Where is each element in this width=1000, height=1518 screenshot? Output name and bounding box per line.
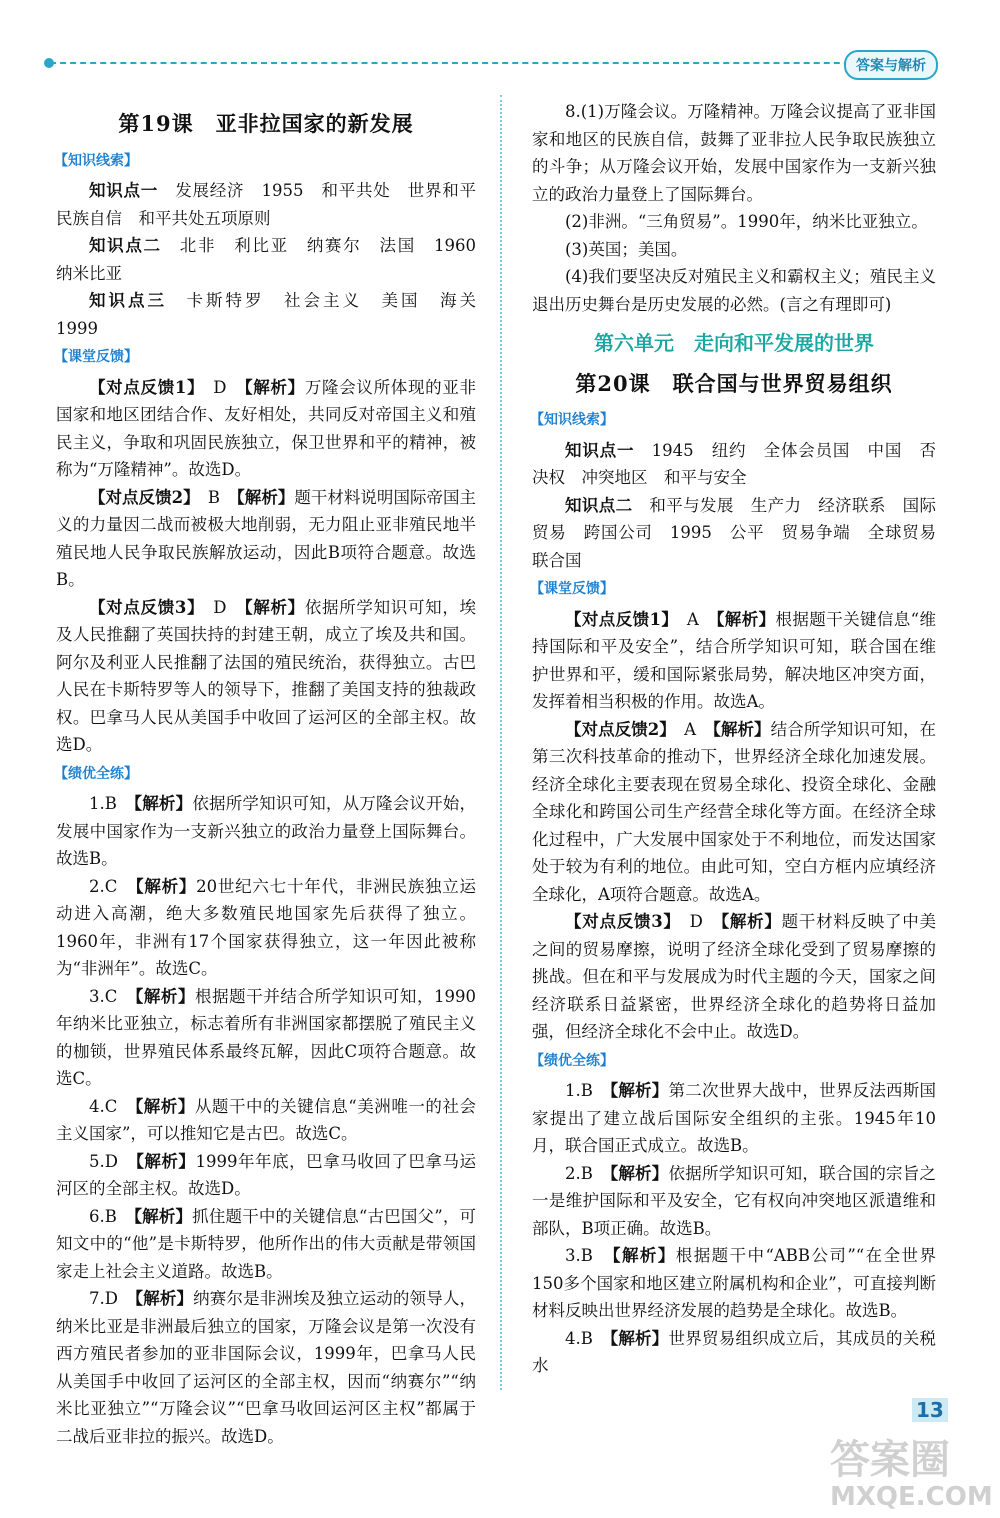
analysis-tag: 【解析】 [712, 719, 771, 739]
practice-item-5 [56, 1148, 476, 1203]
lesson-19-title: 第19课 亚非拉国家的新发展 [118, 111, 414, 136]
knowledge-point-text: 卡斯特罗 社会主义 美国 海关 1999 [56, 291, 493, 338]
practice-item-1 [532, 1077, 936, 1160]
feedback-item-1 [56, 374, 476, 484]
analysis-tag: 【解析】 [133, 794, 193, 813]
header-rule [50, 62, 880, 64]
analysis-tag: 【解析】 [244, 597, 305, 617]
feedback-label: 【对点反馈2】 [89, 487, 192, 507]
practice-item-8-part-1: 8.(1)万隆会议。万隆精神。万隆会议提高了亚非国家和地区的民族自信，鼓舞了亚非拉人民争取民族独立的斗争；从万隆会议开始，发展中国家作为一支新兴独立的政治力量登上了国际舞台。 [532, 102, 936, 204]
practice-item-4 [56, 1093, 476, 1148]
feedback-answer: D [672, 912, 721, 931]
knowledge-point-text: 和平与发展 生产力 经济联系 国际贸易 跨国公司 1995 公平 贸易争端 全球贸易 联合国 [532, 495, 953, 570]
item-number: 3.B [565, 1246, 613, 1265]
watermark [830, 1437, 993, 1512]
analysis-text: 第二次世界大战中，世界反法西斯国家提出了建立战后国际安全组织的主张。1945年10月，联合国正式成立。故选B。 [532, 1081, 937, 1155]
practice-item-8-part-2: (2)非洲。“三角贸易”。1990年，纳米比亚独立。 [565, 212, 928, 231]
feedback-answer: A [670, 609, 717, 629]
item-number: 6.B [89, 1206, 134, 1226]
feedback-item-2 [56, 484, 476, 594]
feedback-answer: B [191, 487, 237, 507]
analysis-text: 依据所学知识可知，埃及人民推翻了英国扶持的封建王朝，成立了埃及共和国。阿尔及利亚人民推翻了法国的殖民统治，获得独立。古巴人民在卡斯特罗等人的领导下，推翻了美国支持的独裁政权。巴拿马人民从美国手中收回了运河区的全部主权。故选D。 [56, 597, 477, 754]
analysis-text: 依据所学知识可知，从万隆会议开始，发展中国家作为一支新兴独立的政治力量登上国际舞台。故选B。 [56, 794, 476, 868]
analysis-text: 1999年年底，巴拿马收回了巴拿马运河区的全部主权。故选D。 [56, 1151, 476, 1198]
column-divider [500, 95, 502, 1390]
section-practice: 【绩优全练】 [54, 765, 138, 782]
right-column [530, 98, 953, 1380]
page-number: 13 [912, 1398, 948, 1422]
item-number: 1.B [565, 1081, 610, 1100]
item-number: 2.C [89, 876, 136, 896]
practice-item-2 [532, 1160, 936, 1243]
knowledge-point-text: 发展经济 1955 和平共处 世界和平 民族自信 和平共处五项原则 [56, 181, 493, 228]
item-number: 5.D [89, 1151, 136, 1171]
section-class-feedback: 【课堂反馈】 [530, 581, 614, 597]
analysis-tag: 【解析】 [133, 1206, 193, 1226]
analysis-tag: 【解析】 [134, 1289, 194, 1308]
item-number: 2.B [565, 1163, 610, 1183]
section-class-feedback: 【课堂反馈】 [54, 349, 138, 365]
feedback-label: 【对点反馈2】 [565, 719, 668, 739]
analysis-text: 结合所学知识可知，在第三次科技革命的推动下，世界经济全球化加速发展。经济全球化主要表现在贸易全球化、投资全球化、金融全球化和跨国公司生产经营全球化等方面。在经济全球化过程中，广大发展中国家处于不利地位，而发达国家处于较为有利的地位。由此可知，空白方框内应填经济全球化，A项符合题意。故选A。 [532, 719, 937, 904]
analysis-tag: 【解析】 [135, 986, 196, 1006]
section-knowledge-clues: 【知识线索】 [530, 412, 614, 428]
knowledge-point-label: 知识点二 [89, 236, 162, 255]
knowledge-point-2 [56, 232, 493, 287]
analysis-text: 20世纪六七十年代，非洲民族独立运动进入高潮，绝大多数殖民地国家先后获得了独立。1960年，非洲有17个国家获得独立，这一年因此被称为“非洲年”。故选C。 [56, 876, 477, 978]
analysis-tag: 【解析】 [612, 1246, 676, 1265]
analysis-text: 根据题干关键信息“维持国际和平及安全”，结合所学知识可知，联合国在维护世界和平，缓和国际紧张局势，解决地区冲突方面，发挥着相当积极的作用。故选A。 [532, 609, 937, 711]
practice-item-8-part-3: (3)英国；美国。 [565, 239, 688, 259]
feedback-item-3 [532, 908, 936, 1046]
practice-item-8-part-4: (4)我们要坚决反对殖民主义和霸权主义；殖民主义退出历史舞台是历史发展的必然。(言之有理即可) [532, 267, 936, 314]
analysis-tag: 【解析】 [135, 876, 197, 896]
analysis-tag: 【解析】 [720, 912, 782, 931]
section-knowledge-clues: 【知识线索】 [54, 152, 138, 169]
feedback-item-1 [532, 606, 936, 716]
analysis-text: 万隆会议所体现的亚非国家和地区团结合作、友好相处，共同反对帝国主义和殖民主义，争取和巩固民族独立，保卫世界和平的精神，被称为“万隆精神”。故选D。 [56, 377, 477, 479]
analysis-text: 根据题干中“ABB公司”“在全世界150多个国家和地区建立附属机构和企业”，可直接判断材料反映出世界经济发展的趋势是全球化。故选B。 [532, 1246, 936, 1320]
left-column [54, 98, 493, 1450]
practice-item-1 [56, 790, 476, 873]
analysis-tag: 【解析】 [135, 1151, 196, 1171]
analysis-tag: 【解析】 [609, 1163, 669, 1183]
practice-item-7 [56, 1285, 476, 1450]
feedback-item-3 [56, 594, 476, 759]
knowledge-point-2 [532, 492, 953, 575]
analysis-tag: 【解析】 [609, 1081, 669, 1100]
section-practice: 【绩优全练】 [530, 1052, 614, 1069]
practice-item-3 [56, 983, 476, 1093]
analysis-text: 从题干中的关键信息“美洲唯一的社会主义国家”，可以推知它是古巴。故选C。 [56, 1096, 476, 1143]
practice-item-6 [56, 1203, 476, 1286]
analysis-text: 根据题干并结合所学知识可知，1990年纳米比亚独立，标志着所有非洲国家都摆脱了殖民主义的枷锁，世界殖民体系最终瓦解，因此C项符合题意。故选C。 [56, 986, 477, 1088]
practice-item-4 [532, 1325, 936, 1380]
feedback-label: 【对点反馈3】 [565, 912, 673, 931]
unit-6-title: 第六单元 走向和平发展的世界 [594, 331, 874, 355]
knowledge-point-label: 知识点三 [89, 291, 167, 310]
knowledge-point-label: 知识点二 [565, 495, 633, 515]
analysis-tag: 【解析】 [244, 377, 305, 397]
analysis-tag: 【解析】 [134, 1096, 195, 1116]
practice-item-2 [56, 873, 476, 983]
header-tag: 答案与解析 [844, 50, 938, 80]
item-number: 3.C [89, 986, 136, 1006]
knowledge-point-3 [56, 287, 493, 342]
item-number: 1.B [89, 794, 134, 813]
knowledge-point-1 [56, 177, 493, 232]
analysis-text: 世界贸易组织成立后，其成员的关税水 [532, 1328, 937, 1375]
item-number: 4.C [89, 1096, 135, 1116]
item-number: 7.D [89, 1289, 135, 1308]
feedback-label: 【对点反馈1】 [89, 377, 197, 397]
feedback-label: 【对点反馈3】 [89, 597, 197, 617]
analysis-tag: 【解析】 [609, 1328, 669, 1348]
knowledge-point-label: 知识点一 [89, 181, 158, 200]
lesson-20-title: 第20课 联合国与世界贸易组织 [575, 370, 893, 396]
feedback-label: 【对点反馈1】 [565, 609, 671, 629]
knowledge-point-1 [532, 437, 936, 492]
feedback-answer: D [196, 377, 245, 397]
practice-item-3 [532, 1242, 936, 1325]
feedback-item-2 [532, 716, 936, 909]
analysis-text: 题干材料反映了中美之间的贸易摩擦，说明了经济全球化受到了贸易摩擦的挑战。但在和平与发展成为时代主题的今天，国家之间经济联系日益紧密，世界经济全球化的趋势将日益加强，但经济全球化不会中止。故选D。 [532, 912, 937, 1041]
analysis-text: 抓住题干中的关键信息“古巴国父”，可知文中的“他”是卡斯特罗，他所作出的伟大贡献是带领国家走上社会主义道路。故选B。 [56, 1206, 476, 1281]
feedback-answer: D [196, 597, 245, 617]
analysis-tag: 【解析】 [236, 487, 295, 507]
watermark-logo-text: 答案圈 [830, 1437, 950, 1483]
analysis-text: 纳赛尔是非洲埃及独立运动的领导人，纳米比亚是非洲最后独立的国家，万隆会议是第一次没有西方殖民者参加的亚非国际会议，1999年，巴拿马人民从美国手中收回了运河区的全部主权，因而“纳赛尔”“纳米比亚独立”“万隆会议”“巴拿马收回运河区主权”都属于二战后亚非拉的振兴。故选D。 [56, 1289, 476, 1446]
feedback-answer: A [667, 719, 713, 739]
analysis-text: 依据所学知识可知，联合国的宗旨之一是维护国际和平及安全，它有权向冲突地区派遣维和部队，B项正确。故选B。 [532, 1163, 937, 1238]
analysis-tag: 【解析】 [716, 609, 776, 629]
knowledge-point-text: 1945 纽约 全体会员国 中国 否决权 冲突地区 和平与安全 [532, 440, 936, 487]
item-number: 4.B [565, 1328, 610, 1348]
watermark-url: MXQE.COM [830, 1482, 993, 1512]
analysis-text: 题干材料说明国际帝国主义的力量因二战而被极大地削弱，无力阻止亚非殖民地半殖民地人民争取民族解放运动，因此B项符合题意。故选B。 [56, 487, 476, 589]
knowledge-point-label: 知识点一 [565, 440, 635, 460]
knowledge-point-text: 北非 利比亚 纳赛尔 法国 1960 纳米比亚 [56, 236, 493, 283]
